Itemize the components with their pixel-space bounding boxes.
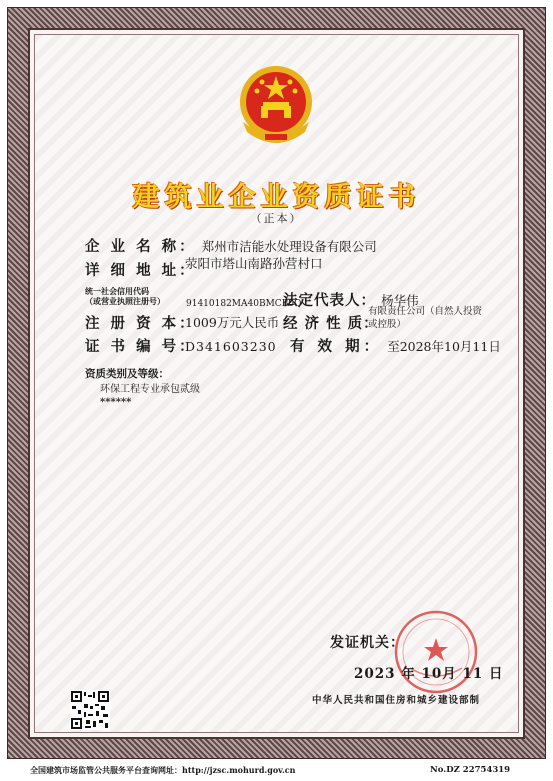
validity-row — [290, 335, 501, 356]
address-value: 荥阳市塔山南路孙营村口 — [185, 256, 323, 271]
validity-value: 至2028年10月11日 — [387, 339, 501, 354]
capital-label: 注 册 资 本： — [85, 315, 197, 332]
credit-code: 91410182MA40BMCB0Q — [186, 299, 302, 309]
legal-rep-label: 法定代表人： — [283, 292, 376, 309]
economy-label: 经 济 性 质： — [283, 315, 379, 332]
capital-value-row — [185, 312, 279, 331]
national-emblem-icon — [235, 62, 317, 150]
qualification-label: 资质类别及等级： — [85, 368, 169, 380]
company-name: 郑州市洁能水处理设备有限公司 — [201, 239, 377, 254]
stars-row — [100, 390, 131, 409]
economy-value — [368, 305, 482, 331]
cert-no-label: 证 书 编 号： — [85, 338, 197, 355]
capital-value: 1009万元人民币 — [185, 315, 280, 330]
capital-row — [85, 312, 197, 333]
serial-number: No.DZ 22754319 — [430, 765, 511, 775]
economy-line-1: 有限责任公司（自然人投资 — [368, 306, 483, 317]
legal-rep-value: 杨华伟 — [381, 293, 419, 308]
company-label: 企 业 名 称： — [85, 238, 197, 255]
credit-code-label — [85, 286, 165, 306]
issue-date: 2023 年 10月 11 日 — [354, 666, 504, 682]
cert-no-value: D341603230 — [185, 339, 277, 354]
address-value-row — [185, 253, 323, 272]
official-seal-icon — [392, 608, 480, 696]
economy-line-2: 或控股） — [368, 319, 407, 330]
economy-row — [283, 312, 379, 333]
address-label: 详 细 地 址： — [85, 262, 197, 279]
credit-label-line-1: 统一社会信用代码 — [85, 286, 149, 296]
qualification-value: 环保工程专业承包贰级 — [100, 384, 200, 395]
copy-type: （正本） — [250, 212, 303, 225]
issuer: 中华人民共和国住房和城乡建设部制 — [312, 695, 481, 706]
issuing-authority-label: 发证机关： — [330, 635, 405, 651]
address-row — [85, 259, 197, 280]
cert-no-row — [85, 335, 197, 356]
qr-code-icon — [70, 690, 110, 730]
stars: ****** — [100, 397, 132, 408]
cert-no-value-row — [185, 336, 277, 355]
query-url: 全国建筑市场监管公共服务平台查询网址：http://jzsc.mohurd.gov.cn — [30, 765, 296, 775]
certificate-title: 建筑业企业资质证书 — [132, 182, 421, 213]
credit-label-line-2: （或营业执照注册号） — [85, 296, 165, 306]
validity-label: 有 效 期： — [290, 338, 383, 355]
